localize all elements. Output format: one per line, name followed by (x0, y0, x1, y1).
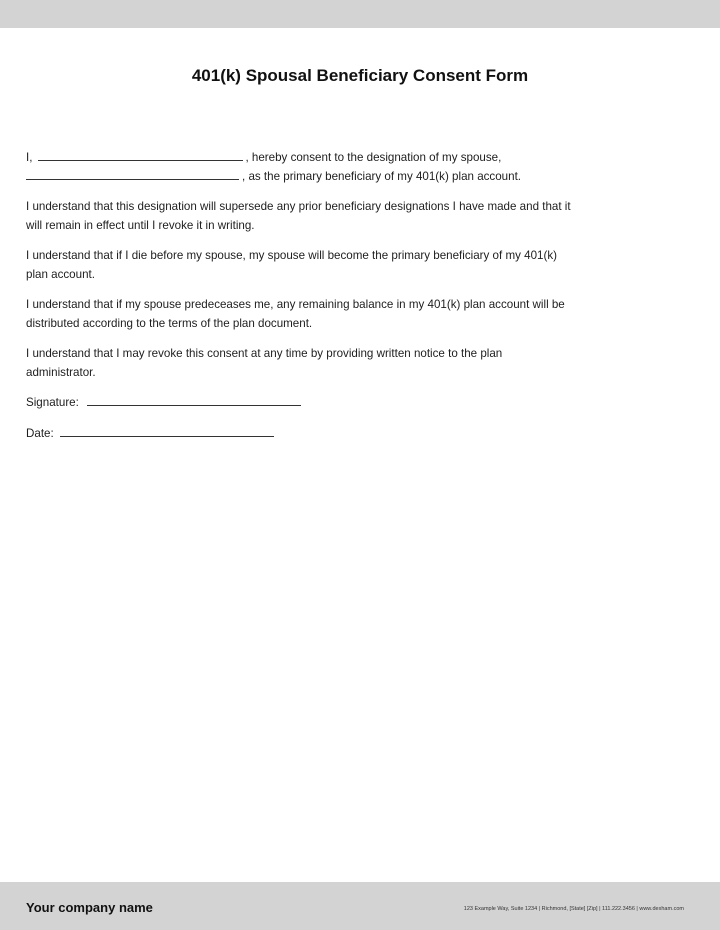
consent-line-2-text: , as the primary beneficiary of my 401(k) plan account. (242, 170, 522, 183)
paragraph-line: I understand that if I die before my spouse, my spouse will become the primary beneficiary of my 401(k) (26, 249, 557, 262)
date-row (26, 424, 698, 443)
consent-paragraph (26, 148, 698, 186)
paragraph-line: administrator. (26, 366, 96, 379)
paragraph-line: I understand that I may revoke this consent at any time by providing written notice to the plan (26, 347, 503, 360)
footer-company-name: Your company name (26, 900, 153, 915)
paragraph-line: plan account. (26, 268, 95, 281)
paragraph-revoke (26, 344, 698, 382)
header-bar (0, 0, 720, 28)
page-title: 401(k) Spousal Beneficiary Consent Form (191, 66, 529, 85)
paragraph-spouse-predeceases (26, 295, 698, 333)
paragraph-line: will remain in effect until I revoke it in writing. (26, 219, 255, 232)
consent-line-1-text: , hereby consent to the designation of my spouse, (245, 151, 502, 164)
date-field[interactable] (60, 424, 274, 437)
paragraph-line: I understand that this designation will supersede any prior beneficiary designations I have made and that it (26, 200, 571, 213)
footer-contact-info: 123 Example Way, Suite 1234 | Richmond, [State] [Zip] | 111.222.3456 | www.dexham.com (463, 906, 684, 912)
paragraph-line: distributed according to the terms of the plan document. (26, 317, 313, 330)
signature-row (26, 393, 698, 412)
paragraph-supersede (26, 197, 698, 235)
paragraph-die-before-spouse (26, 246, 698, 284)
spouse-name-blank-line[interactable] (26, 167, 239, 180)
signature-label: Signature: (26, 396, 79, 409)
name-blank-line[interactable] (38, 148, 243, 161)
form-body (26, 148, 698, 455)
consent-prefix: I, (26, 151, 33, 164)
consent-line-1 (26, 148, 698, 167)
paragraph-line: I understand that if my spouse predeceases me, any remaining balance in my 401(k) plan account will be (26, 298, 565, 311)
footer-bar (0, 882, 720, 930)
consent-line-2 (26, 167, 698, 186)
signature-field[interactable] (87, 393, 301, 406)
date-label: Date: (26, 427, 54, 440)
